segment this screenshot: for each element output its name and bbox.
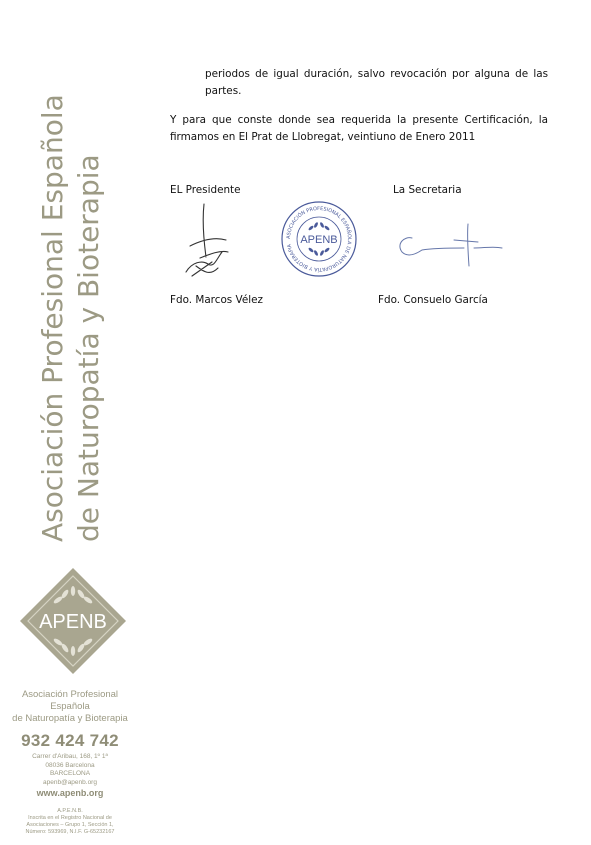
president-label: EL Presidente xyxy=(170,184,241,196)
paragraph-terms: periodos de igual duración, salvo revocación por alguna de las partes. xyxy=(205,68,548,97)
secretary-label: La Secretaria xyxy=(393,184,462,196)
sidebar-website[interactable]: www.apenb.org xyxy=(36,788,104,798)
logo-acronym: APENB xyxy=(39,611,107,633)
secretary-signature xyxy=(394,218,504,273)
sidebar-phone: 932 424 742 xyxy=(21,731,119,750)
seal-acronym: APENB xyxy=(300,234,338,246)
vertical-title-line-1: Asociación Profesional Española xyxy=(36,94,69,542)
sidebar-contact-block xyxy=(6,689,134,836)
association-seal xyxy=(280,200,358,278)
apenb-logo xyxy=(18,566,128,676)
secretary-signed-name: Fdo. Consuelo García xyxy=(378,294,488,306)
president-signed-name: Fdo. Marcos Vélez xyxy=(170,294,263,306)
sidebar-address: Carrer d'Aribau, 168, 1º 1ª 08036 Barcelona BARCELONA apenb@apenb.org xyxy=(6,753,134,787)
sidebar-org-name: Asociación Profesional Española de Naturopatía y Bioterapia xyxy=(12,689,128,724)
seal-ring-text: ASOCIACIÓN PROFESIONAL ESPAÑOLA DE NATUROPATÍA Y BIOTERAPIA xyxy=(285,205,353,273)
paragraph-certification: Y para que conste donde sea requerida la presente Certificación, la firmamos en El Prat de Llobregat, veintiuno de Enero 2011 xyxy=(170,114,548,143)
president-signature xyxy=(182,202,232,287)
sidebar-email[interactable]: apenb@apenb.org xyxy=(43,778,97,786)
sidebar-registration: A.P.E.N.B. Inscrita en el Registro Nacional de Asociaciones – Grupo 1, Sección 1, Número: 593969, N.I.F. G-65232167 xyxy=(25,808,115,835)
vertical-title-line-2: de Naturopatía y Bioterapia xyxy=(72,154,105,542)
vertical-association-title xyxy=(30,94,110,542)
